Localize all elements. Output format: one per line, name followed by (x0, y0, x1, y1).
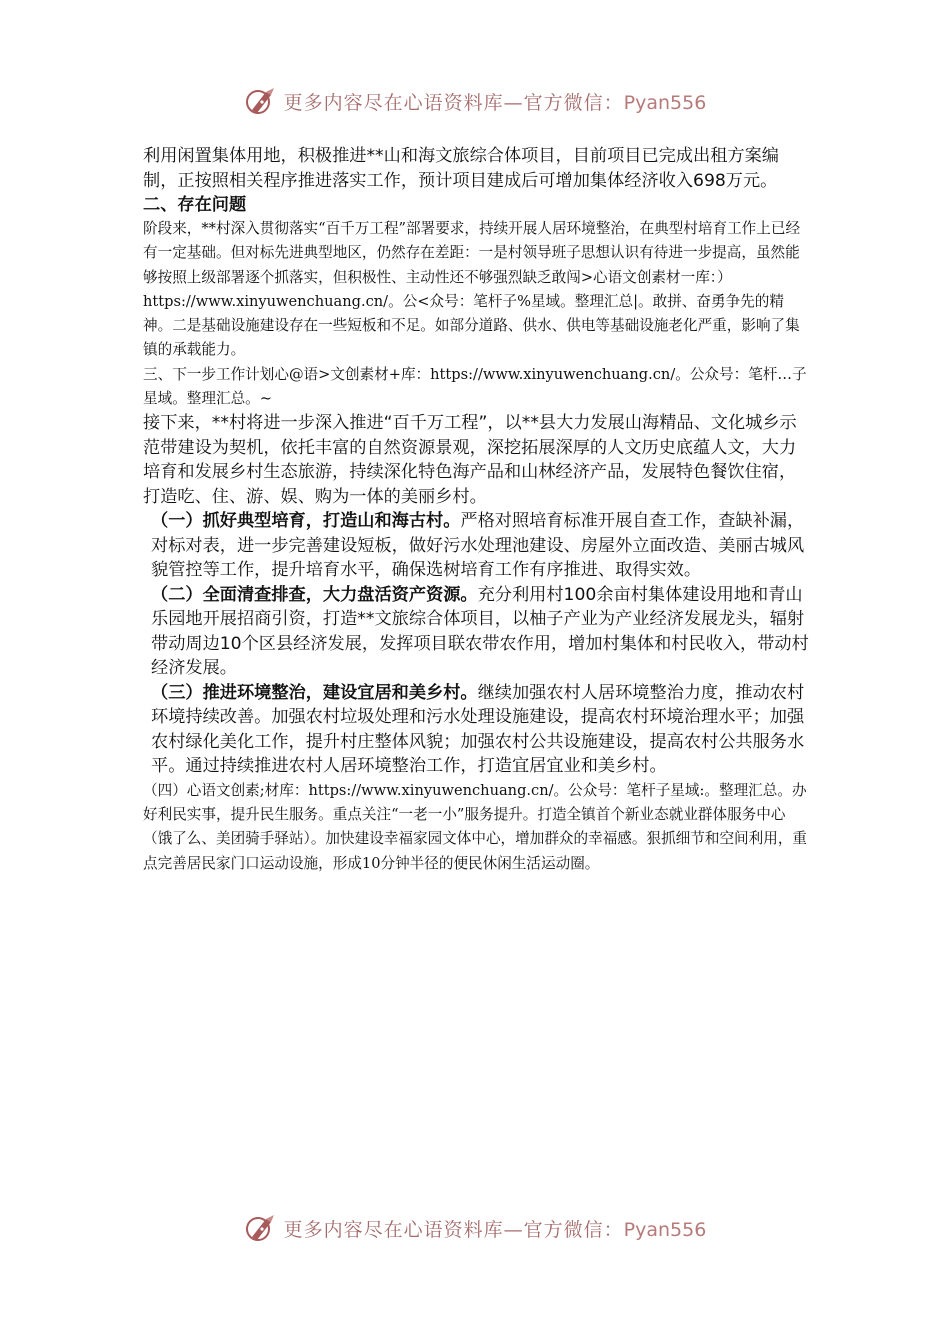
document-body (143, 144, 811, 876)
item-1-title: （一）抓好典型培育，打造山和海古村。 (151, 511, 461, 532)
item-2 (143, 583, 811, 681)
para-intro: 利用闲置集体用地，积极推进**山和海文旅综合体项目，目前项目已完成出租方案编制，正按照相关程序推进落实工作，预计项目建成后可增加集体经济收入698万元。 (143, 146, 779, 191)
item-2-title: （二）全面清查排查，大力盘活资产资源。 (151, 584, 478, 605)
pen-nib-logo-icon (244, 1213, 278, 1243)
header-banner-text: 更多内容尽在心语资料库—官方微信：Pyan556 (283, 91, 707, 114)
item-1 (143, 509, 811, 583)
para-problems: 阶段来，**村深入贯彻落实“百千万工程”部署要求，持续开展人居环境整治，在典型村培育工作上已经有一定基础。但对标先进典型地区，仍然存在差距：一是村领导班子思想认识有待进一步提高，虽然能够按照上级部署逐个抓落实，但积极性、主动性还不够强烈缺乏敢闯>心语文创素材一库：）https://www.xinyuwenchuang.cn/。公<众号：笔杆子%星域。整理汇总|。敢拼、奋勇争先的精神。二是基础设施建设存在一些短板和不足。如部分道路、供水、供电等基础设施老化严重，影响了集镇的承载能力。 (143, 220, 801, 359)
item-4: （四）心语文创素;材库：https://www.xinyuwenchuang.cn/。公众号：笔杆子星域:。整理汇总。办好利民实事，提升民生服务。重点关注“一老一小”服务提升。打造全镇首个新业态就业群体服务中心（饿了么、美团骑手驿站）。加快建设幸福家园文体中心，增加群众的幸福感。狠抓细节和空间利用，重点完善居民家门口运动设施，形成10分钟半径的便民休闲生活运动圈。 (143, 781, 808, 872)
footer-banner (0, 1213, 950, 1243)
item-3-body: 继续加强农村人居环境整治力度，推动农村环境持续改善。加强农村垃圾处理和污水处理设施建设，提高农村环境治理水平；加强农村绿化美化工作，提升村庄整体风貌；加强农村公共设施建设，提高农村公共服务水平。通过持续推进农村人居环境整治工作，打造宜居宜业和美乡村。 (151, 682, 805, 777)
header-banner (0, 86, 950, 116)
item-3-title: （三）推进环境整治，建设宜居和美乡村。 (151, 682, 478, 703)
item-2-body: 充分利用村100余亩村集体建设用地和青山乐园地开展招商引资，打造**文旅综合体项目，以柚子产业为产业经济发展龙头，辐射带动周边10个区县经济发展，发挥项目联农带农作用，增加村集体和村民收入，带动村经济发展。 (151, 584, 809, 679)
section-heading-problems: 二、存在问题 (143, 195, 247, 215)
footer-wechat-id: Pyan556 (623, 1218, 707, 1241)
para-next-steps: 接下来，**村将进一步深入推进“百千万工程”，以**县大力发展山海精品、文化城乡示范带建设为契机，依托丰富的自然资源景观，深挖拓展深厚的人文历史底蕴人文，大力培育和发展乡村生态旅游，持续深化特色海产品和山林经济产品，发展特色餐饮住宿，打造吃、住、游、娱、购为一体的美丽乡村。 (143, 413, 797, 507)
header-wechat-id: Pyan556 (623, 91, 707, 114)
pen-nib-logo-icon (244, 86, 278, 116)
item-3 (143, 681, 811, 779)
section-heading-next-plan: 三、下一步工作计划心@语>文创素材+库：https://www.xinyuwenchuang.cn/。公众号：笔杆…子星域。整理汇总。~ (143, 365, 807, 408)
item-1-body: 严格对照培育标准开展自查工作，查缺补漏，对标对表，进一步完善建设短板，做好污水处理池建设、房屋外立面改造、美丽古城风貌管控等工作，提升培育水平，确保选树培育工作有序推进、取得实效。 (151, 511, 805, 581)
footer-banner-text: 更多内容尽在心语资料库—官方微信：Pyan556 (283, 1218, 707, 1241)
